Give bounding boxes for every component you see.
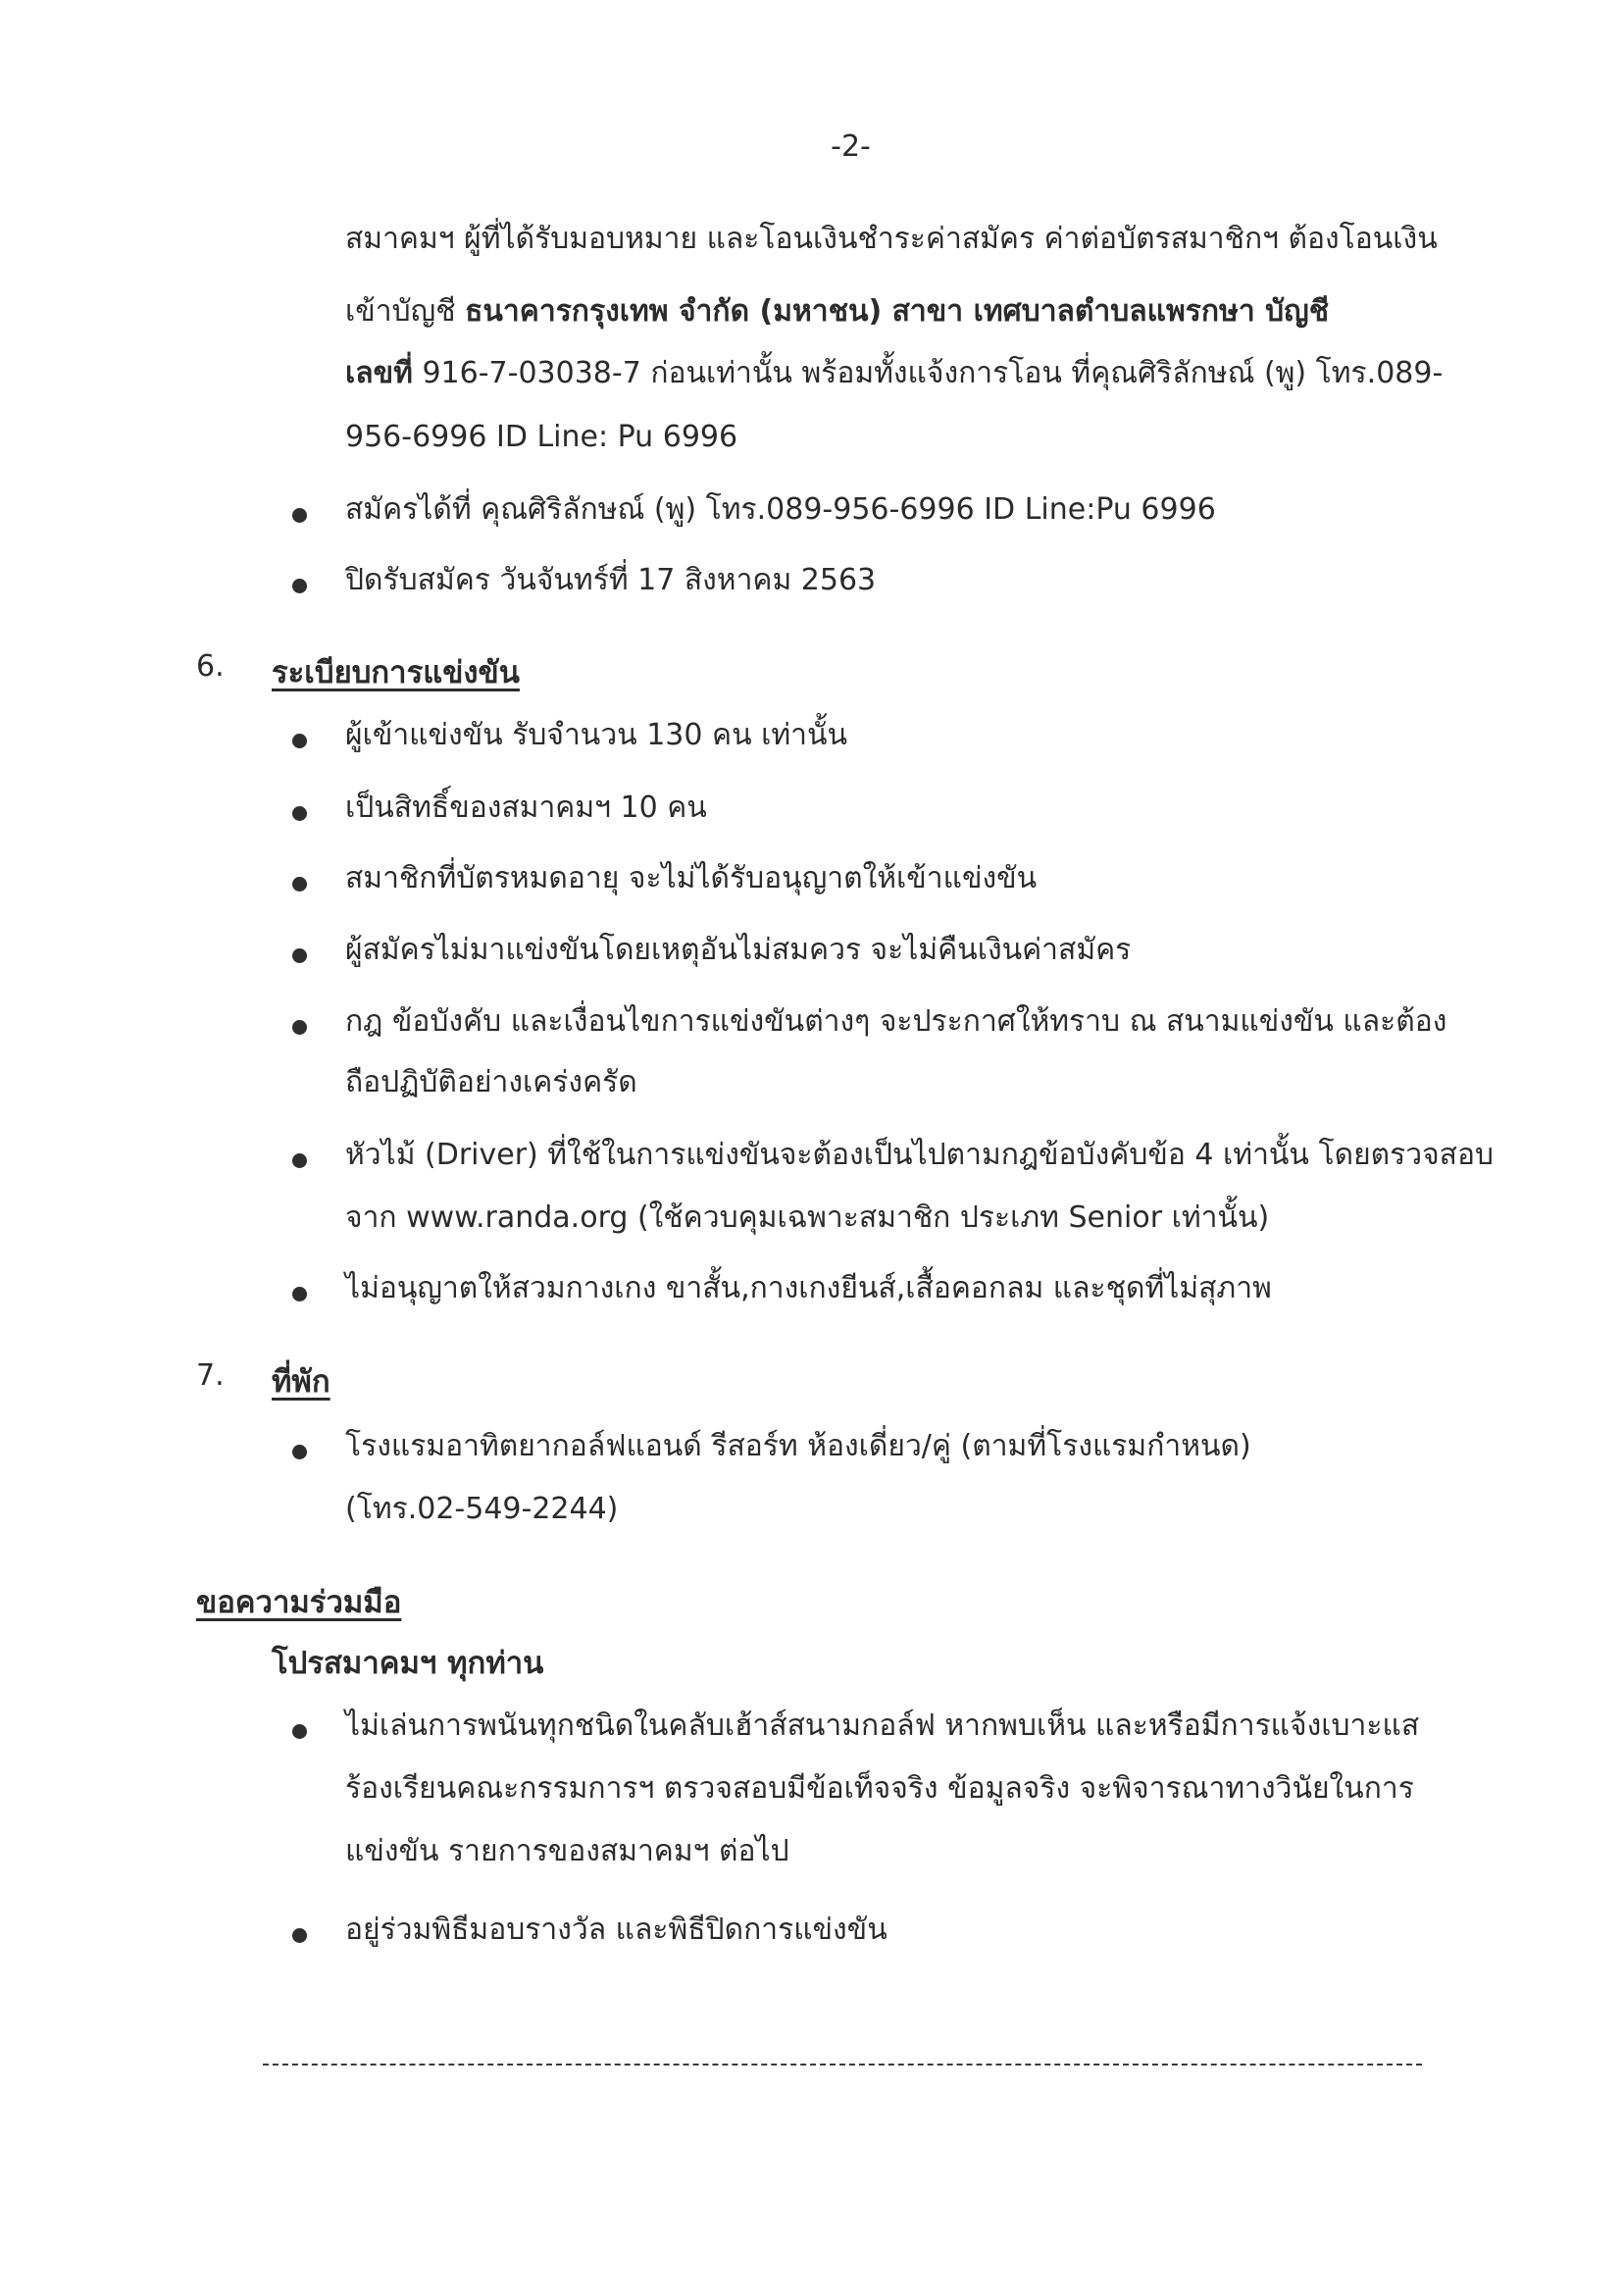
bullet-icon xyxy=(292,806,307,821)
list-item-text-continued: แข่งขัน รายการของสมาคมฯ ต่อไป xyxy=(345,1834,789,1868)
intro-line-1: สมาคมฯ ผู้ที่ได้รับมอบหมาย และโอนเงินชำระค่าสมัคร ค่าต่อบัตรสมาชิกฯ ต้องโอนเงิน xyxy=(345,222,1438,256)
cooperation-subtitle: โปรสมาคมฯ ทุกท่าน xyxy=(272,1646,544,1681)
account-number-text: 916-7-03038-7 ก่อนเท่านั้น พร้อมทั้งแจ้งการโอน ที่คุณศิริลักษณ์ (พู) โทร.089- xyxy=(412,356,1444,390)
bank-account-info: ธนาคารกรุงเทพ จำกัด (มหาชน) สาขา เทศบาลตำบลแพรกษา บัญชี xyxy=(465,294,1330,329)
bullet-icon xyxy=(292,1445,307,1459)
list-item-text: สมาชิกที่บัตรหมดอายุ จะไม่ได้รับอนุญาตให้เข้าแข่งขัน xyxy=(345,861,1038,895)
list-item-text: สมัครได้ที่ คุณศิริลักษณ์ (พู) โทร.089-956-6996 ID Line:Pu 6996 xyxy=(345,492,1216,527)
list-item-text: ผู้เข้าแข่งขัน รับจำนวน 130 คน เท่านั้น xyxy=(345,718,848,752)
section-6-title: ระเบียบการแข่งขัน xyxy=(272,655,520,690)
list-item-text: กฎ ข้อบังคับ และเงื่อนไขการแข่งขันต่างๆ จะประกาศให้ทราบ ณ สนามแข่งขัน และต้อง xyxy=(345,1004,1447,1039)
bullet-icon xyxy=(292,948,307,963)
list-item-text: ไม่อนุญาตให้สวมกางเกง ขาสั้น,กางเกงยีนส์,เสื้อคอกลม และชุดที่ไม่สุภาพ xyxy=(345,1271,1272,1305)
bullet-icon xyxy=(292,1020,307,1035)
list-item-text: เป็นสิทธิ์ของสมาคมฯ 10 คน xyxy=(345,791,707,825)
list-item-text-continued: (โทร.02-549-2244) xyxy=(345,1492,619,1526)
cooperation-title: ขอความร่วมมือ xyxy=(196,1585,402,1620)
list-item-text-continued: ถือปฏิบัติอย่างเคร่งครัด xyxy=(345,1065,637,1099)
list-item-text: หัวไม้ (Driver) ที่ใช้ในการแข่งขันจะต้องเป็นไปตามกฎข้อบังคับข้อ 4 เท่านั้น โดยตรวจสอบ xyxy=(345,1138,1495,1172)
list-item-text: ผู้สมัครไม่มาแข่งขันโดยเหตุอันไม่สมควร จะไม่คืนเงินค่าสมัคร xyxy=(345,933,1132,967)
list-item-text: โรงแรมอาทิตยากอล์ฟแอนด์ รีสอร์ท ห้องเดี่ยว/คู่ (ตามที่โรงแรมกำหนด) xyxy=(345,1429,1251,1463)
bullet-icon xyxy=(292,877,307,892)
bullet-icon xyxy=(292,579,307,593)
intro-line-2-prefix: เข้าบัญชี xyxy=(345,294,466,329)
intro-line-4: 956-6996 ID Line: Pu 6996 xyxy=(345,420,738,454)
intro-line-2 xyxy=(345,294,1502,330)
list-item-text: ไม่เล่นการพนันทุกชนิดในคลับเฮ้าส์สนามกอล์ฟ หากพบเห็น และหรือมีการแจ้งเบาะแส xyxy=(345,1709,1420,1743)
bullet-icon xyxy=(292,508,307,523)
list-item-text-continued: จาก www.randa.org (ใช้ควบคุมเฉพาะสมาชิก ประเภท Senior เท่านั้น) xyxy=(345,1200,1270,1235)
list-item-text: อยู่ร่วมพิธีมอบรางวัล และพิธีปิดการแข่งขัน xyxy=(345,1913,888,1947)
section-6-number: 6. xyxy=(196,649,225,684)
list-item-text-continued: ร้องเรียนคณะกรรมการฯ ตรวจสอบมีข้อเท็จจริง ข้อมูลจริง จะพิจารณาทางวินัยในการ xyxy=(345,1771,1414,1806)
account-number-label: เลขที่ xyxy=(345,356,413,390)
bullet-icon xyxy=(292,1724,307,1739)
bullet-icon xyxy=(292,1287,307,1301)
list-item-text: ปิดรับสมัคร วันจันทร์ที่ 17 สิงหาคม 2563 xyxy=(345,563,877,597)
bullet-icon xyxy=(292,734,307,748)
page-number: -2- xyxy=(831,129,871,164)
section-7-title: ที่พัก xyxy=(272,1364,330,1400)
intro-line-3 xyxy=(345,356,1502,391)
bullet-icon xyxy=(292,1928,307,1943)
bullet-icon xyxy=(292,1153,307,1168)
section-7-number: 7. xyxy=(196,1358,225,1393)
divider xyxy=(263,2064,1422,2066)
